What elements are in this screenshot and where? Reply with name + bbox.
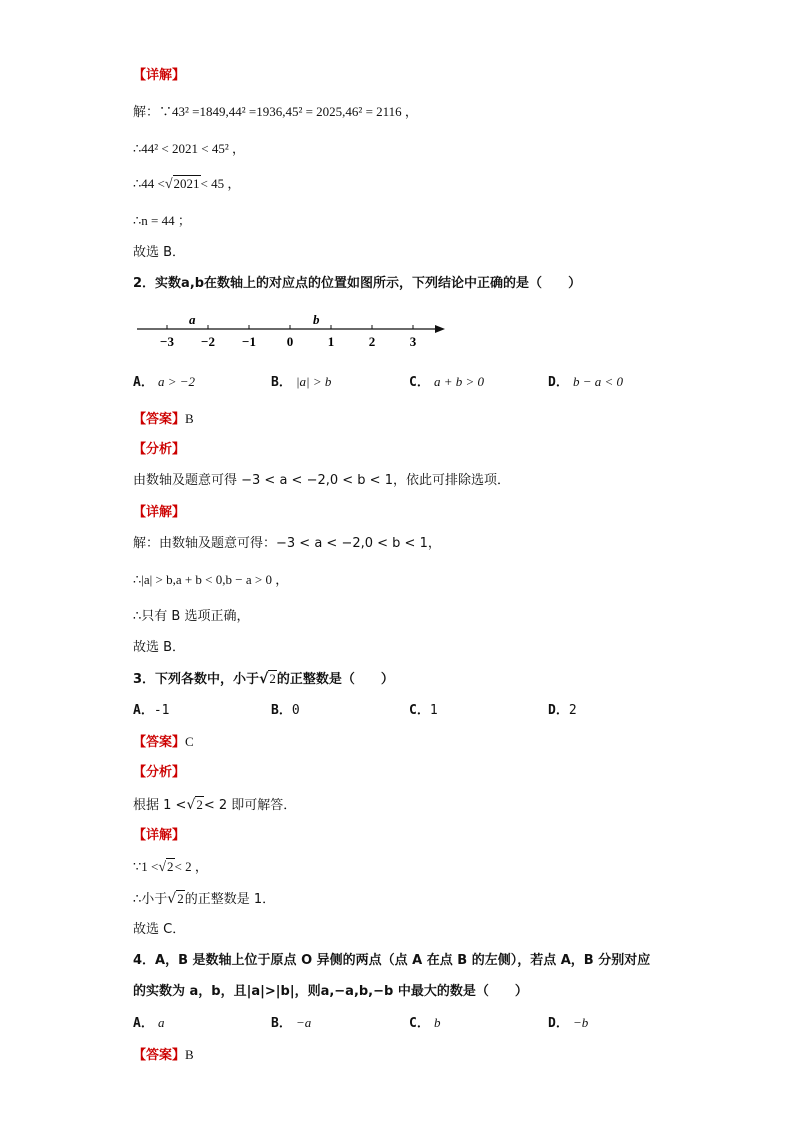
option-label: A． [133, 375, 154, 390]
text-segment: ∴44 < [133, 176, 165, 191]
option-d[interactable] [548, 1014, 588, 1033]
sqrt-icon: √ [259, 671, 269, 687]
text-segment: < 2 即可解答． [203, 798, 297, 813]
conclusion: 故选 B． [133, 245, 186, 260]
option-a[interactable] [133, 702, 169, 720]
analysis-tag: 【分析】 [133, 765, 186, 780]
option-c[interactable] [409, 1014, 440, 1033]
question-stem: 的实数为 a，b，且|a|>|b|，则a,−a,b,−b 中最大的数是（ ） [133, 984, 528, 999]
arrow-icon [435, 325, 445, 333]
sqrt-icon: √ [186, 797, 196, 813]
option-text: 2 [568, 703, 577, 718]
text-segment: < 2 ， [174, 859, 208, 874]
option-text: a > −2 [157, 374, 196, 389]
option-a[interactable] [133, 1014, 164, 1033]
conclusion: 故选 C． [133, 922, 186, 937]
detail-line [133, 175, 240, 194]
detail-line: 解：∵43² =1849,44² =1936,45² = 2025,46² = 2116 ， [133, 104, 418, 119]
radicand: 2 [167, 859, 174, 874]
text-segment: < 45 ， [200, 176, 241, 191]
option-text: b [433, 1015, 441, 1030]
text-segment: 3．下列各数中，小于 [133, 672, 260, 687]
point-label-a: a [189, 312, 196, 327]
text-segment: 根据 1 < [133, 798, 187, 813]
detail-line: ∴44² < 2021 < 45² ， [133, 141, 245, 156]
answer-value: C [185, 734, 194, 749]
option-b[interactable] [271, 702, 300, 720]
detail-tag: 【详解】 [133, 828, 186, 843]
tick-label: 1 [327, 334, 335, 349]
detail-line: ∴|a| > b,a + b < 0,b − a > 0 ， [133, 572, 289, 587]
question-stem [133, 670, 394, 689]
point-label-b: b [313, 312, 320, 327]
detail-tag: 【详解】 [133, 68, 186, 83]
option-label: B． [271, 1016, 292, 1031]
conclusion: 故选 B． [133, 640, 186, 655]
option-text: |a| > b [295, 374, 332, 389]
tick-label: −1 [242, 334, 256, 349]
tick-label: 3 [409, 334, 417, 349]
question-stem: 2．实数a,b在数轴上的对应点的位置如图所示，下列结论中正确的是（ ） [133, 276, 582, 291]
sqrt-icon: √ [164, 177, 173, 192]
detail-line: ∴n = 44 ； [133, 213, 191, 228]
answer-line [133, 1046, 194, 1065]
analysis-text: 由数轴及题意可得 −3 < a < −2,0 < b < 1，依此可排除选项． [133, 473, 510, 488]
text-segment: ∴小于 [133, 892, 168, 907]
option-d[interactable] [548, 702, 577, 720]
option-label: C． [409, 703, 430, 718]
radicand: 2 [196, 797, 203, 812]
option-label: B． [271, 703, 292, 718]
option-text: a [157, 1015, 165, 1030]
option-text: -1 [153, 703, 170, 718]
option-a[interactable] [133, 373, 195, 392]
option-d[interactable] [548, 373, 623, 392]
text-segment: 的正整数是（ ） [276, 672, 394, 687]
analysis-text [133, 796, 296, 815]
detail-line [133, 858, 208, 877]
option-label: D． [548, 1016, 569, 1031]
option-text: b − a < 0 [572, 374, 624, 389]
text-segment: 的正整数是 1． [184, 892, 276, 907]
analysis-tag: 【分析】 [133, 442, 186, 457]
answer-line [133, 410, 194, 429]
option-text: −a [295, 1015, 312, 1030]
option-label: D． [548, 375, 569, 390]
answer-tag: 【答案】 [133, 735, 186, 750]
number-line [133, 308, 453, 350]
option-label: A． [133, 1016, 154, 1031]
option-text: 1 [429, 703, 438, 718]
answer-tag: 【答案】 [133, 1048, 186, 1063]
radicand: 2 [269, 671, 276, 686]
option-label: C． [409, 1016, 430, 1031]
radicand: 2021 [173, 176, 200, 191]
tick-label: 0 [286, 334, 294, 349]
option-b[interactable] [271, 1014, 311, 1033]
tick-label: −2 [201, 334, 215, 349]
option-c[interactable] [409, 702, 438, 720]
tick-label: 2 [368, 334, 376, 349]
sqrt-icon: √ [167, 891, 177, 907]
detail-tag: 【详解】 [133, 505, 186, 520]
detail-line: 解：由数轴及题意可得：−3 < a < −2,0 < b < 1， [133, 536, 441, 551]
radicand: 2 [177, 891, 184, 906]
option-label: C． [409, 375, 430, 390]
answer-value: B [185, 411, 194, 426]
answer-line [133, 733, 194, 752]
option-text: −b [572, 1015, 589, 1030]
option-b[interactable] [271, 373, 331, 392]
option-c[interactable] [409, 373, 484, 392]
sqrt-icon: √ [158, 860, 167, 875]
option-label: B． [271, 375, 292, 390]
option-text: 0 [291, 703, 300, 718]
text-segment: ∵1 < [133, 859, 159, 874]
detail-line: ∴只有 B 选项正确， [133, 609, 250, 624]
option-label: D． [548, 703, 569, 718]
answer-tag: 【答案】 [133, 412, 186, 427]
tick-label: −3 [160, 334, 174, 349]
detail-line [133, 890, 275, 909]
question-stem: 4．A，B 是数轴上位于原点 O 异侧的两点（点 A 在点 B 的左侧），若点 A，B 分别对应 [133, 953, 651, 968]
answer-value: B [185, 1047, 194, 1062]
option-label: A． [133, 703, 154, 718]
option-text: a + b > 0 [433, 374, 485, 389]
